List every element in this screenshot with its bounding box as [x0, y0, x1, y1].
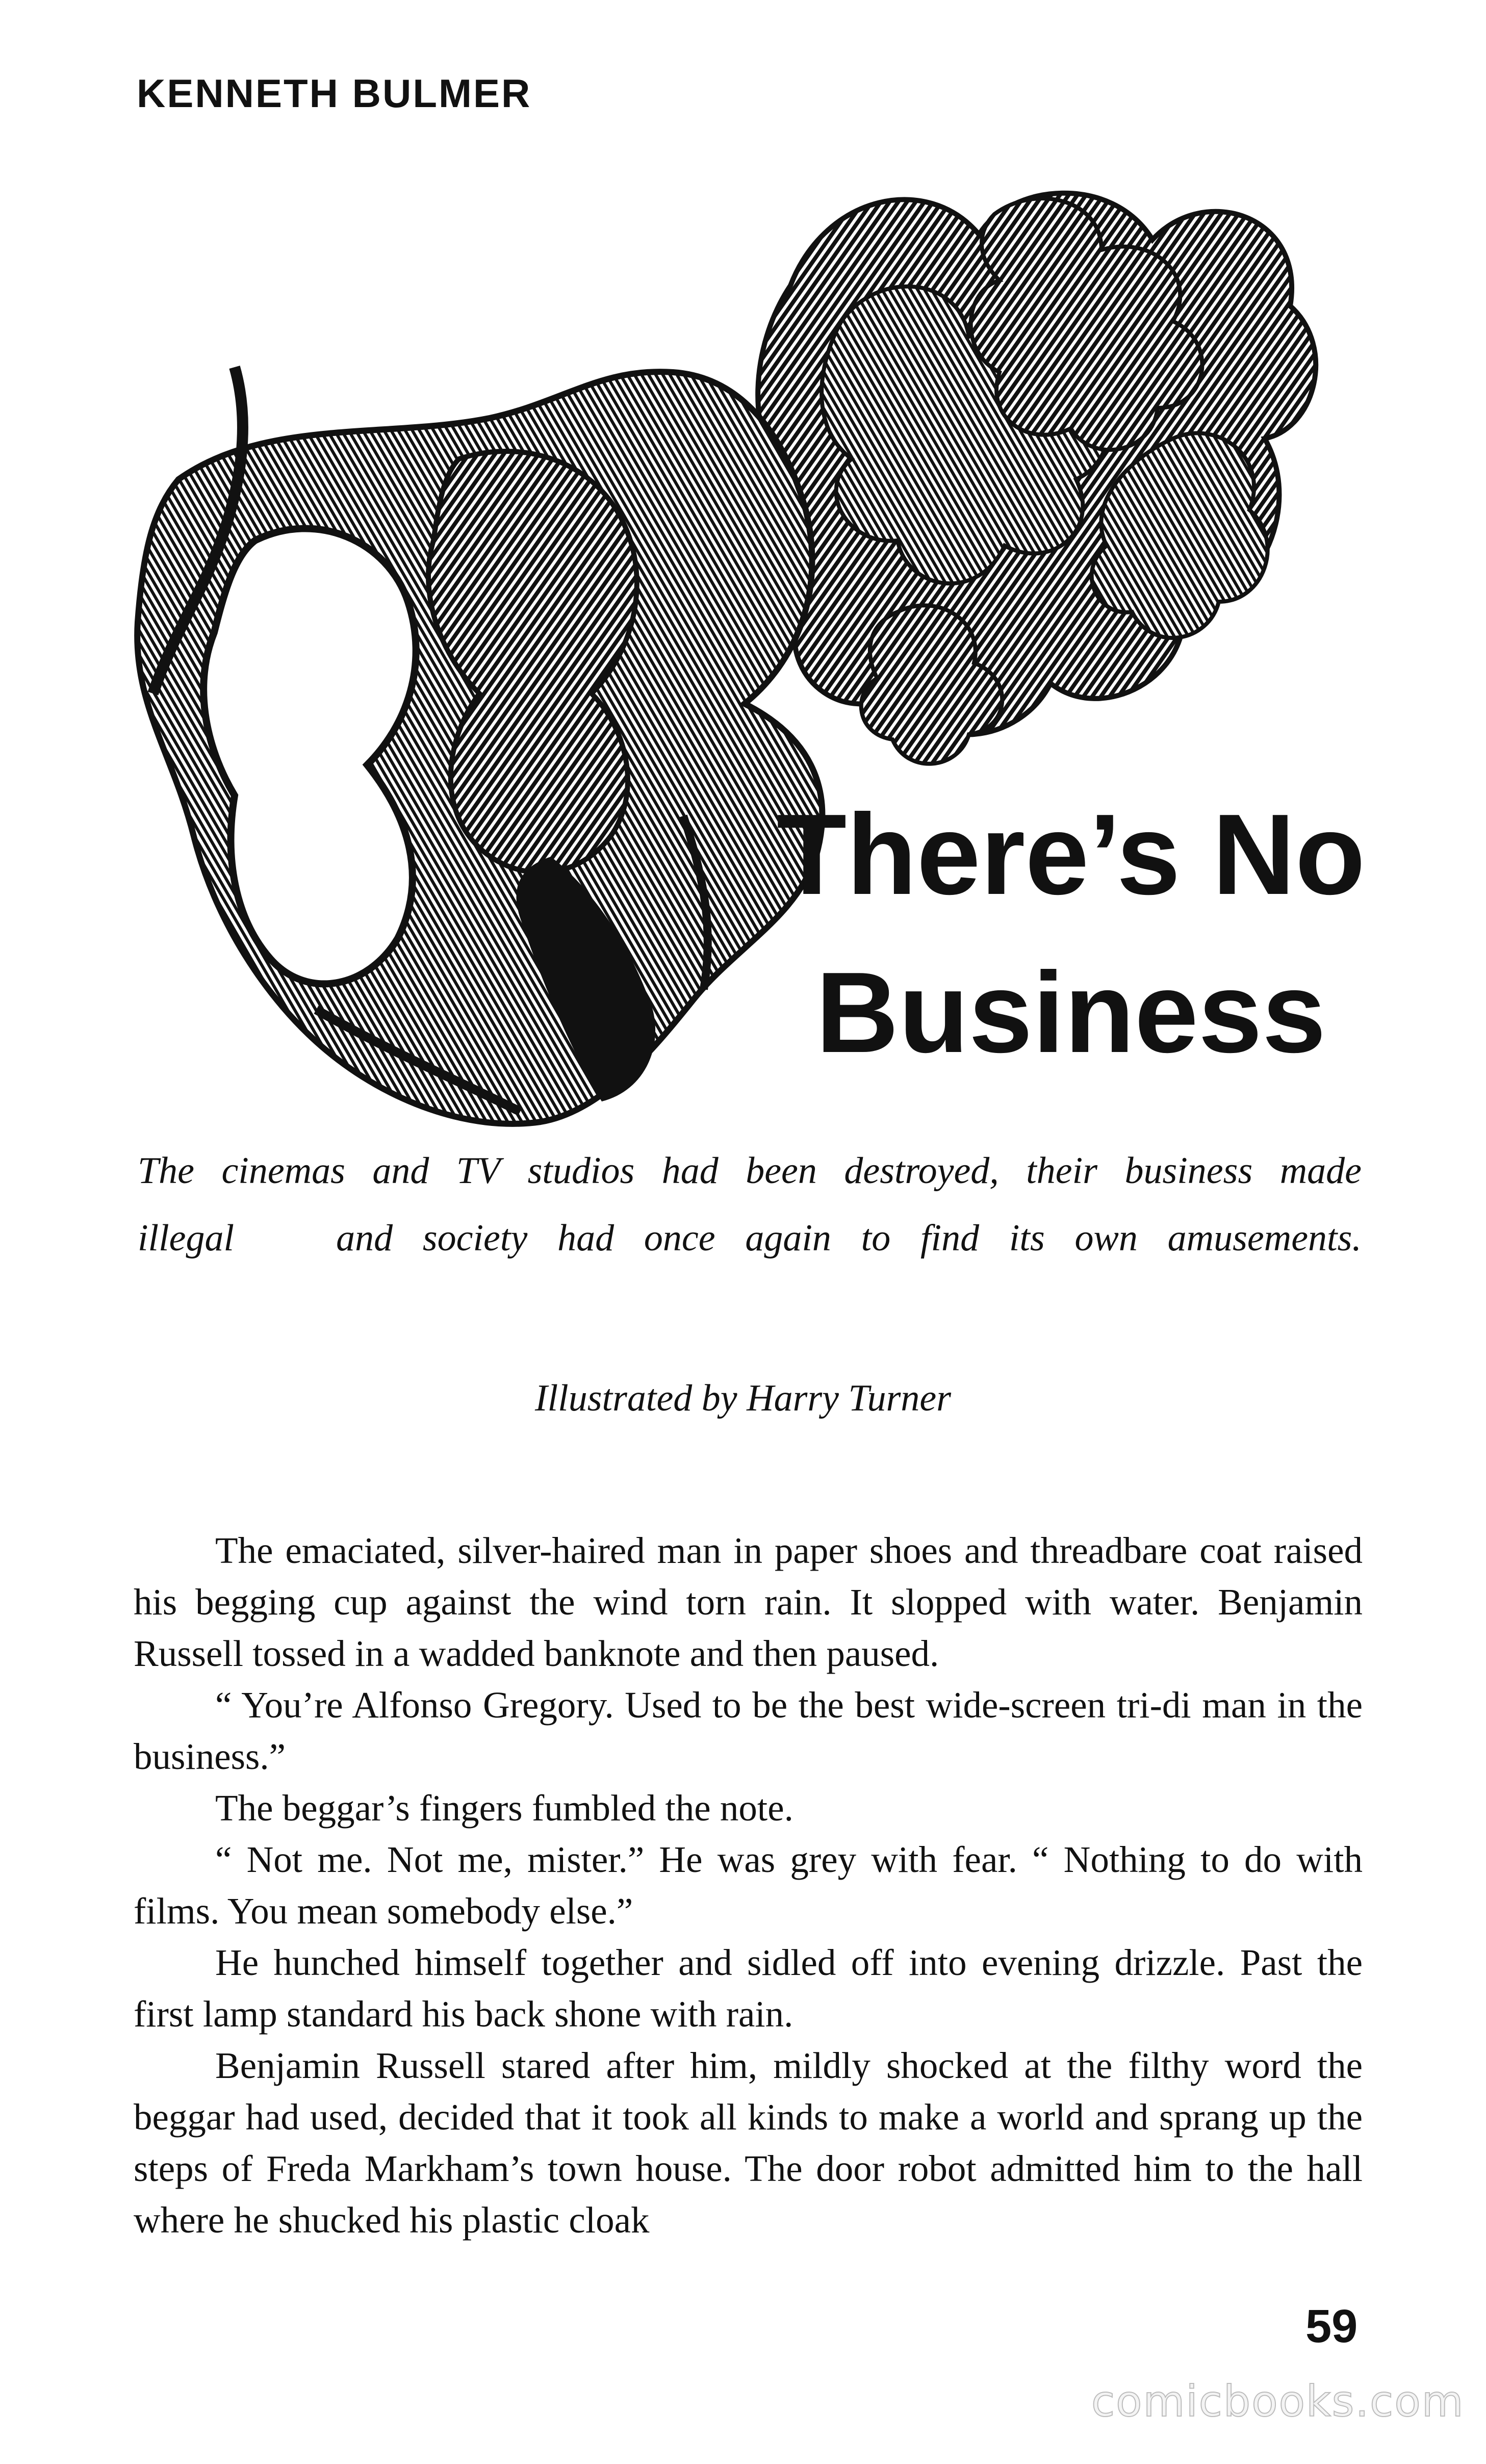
blurb-word: find	[920, 1217, 980, 1259]
story-blurb	[138, 1137, 1362, 1272]
blurb-line-2	[138, 1204, 1362, 1272]
blurb-word: studios	[527, 1150, 635, 1192]
blurb-word: had	[557, 1217, 614, 1259]
blurb-word: destroyed,	[844, 1150, 999, 1192]
blurb-word: once	[644, 1217, 715, 1259]
story-paragraph: Benjamin Russell stared after him, mildly shocked at the filthy word the beggar had used, decided that it took all kinds to make a world and sprang up the steps of Freda Markham’s town house. The door robot admitted him to the hall where he shucked his plastic cloak	[134, 2045, 1363, 2241]
story-paragraph: The beggar’s fingers fumbled the note.	[215, 1787, 793, 1829]
watermark: comicbooks.com	[1091, 2376, 1465, 2426]
blurb-line-1	[138, 1137, 1362, 1204]
blurb-word: cinemas	[221, 1150, 345, 1192]
blurb-word: own	[1074, 1217, 1138, 1259]
illustrator-credit: Illustrated by Harry Turner	[534, 1377, 952, 1419]
author-name: KENNETH BULMER	[137, 71, 532, 116]
story-paragraph: The emaciated, silver-haired man in paper shoes and threadbare coat raised his begging cup against the wind torn rain. It slopped with water. Benjamin Russell tossed in a wadded banknote and then paused.	[134, 1530, 1363, 1674]
blurb-word: had	[661, 1150, 719, 1192]
title-line-1: There’s No	[776, 790, 1366, 918]
blurb-word: amusements.	[1167, 1217, 1362, 1259]
blurb-word: been	[746, 1150, 817, 1192]
blurb-word: TV	[456, 1150, 501, 1192]
blurb-word: society	[422, 1217, 528, 1259]
blurb-word: The	[138, 1150, 194, 1192]
blurb-word: again	[745, 1217, 831, 1259]
story-paragraph: “ You’re Alfonso Gregory. Used to be the best wide-screen tri-di man in the business.”	[134, 1684, 1363, 1777]
story-body	[134, 1525, 1363, 2246]
blurb-word: and	[336, 1217, 393, 1259]
story-paragraph: “ Not me. Not me, mister.” He was grey with fear. “ Nothing to do with films. You mean somebody else.”	[134, 1839, 1363, 1932]
story-title	[765, 775, 1377, 1091]
blurb-word: their	[1026, 1150, 1097, 1192]
blurb-word: to	[861, 1217, 891, 1259]
blurb-first-word: illegal	[138, 1217, 235, 1259]
title-line-2: Business	[815, 948, 1326, 1076]
story-paragraph: He hunched himself together and sidled off into evening drizzle. Past the first lamp standard his back shone with rain.	[134, 1942, 1363, 2035]
blurb-word: its	[1009, 1217, 1045, 1259]
blurb-word: and	[372, 1150, 429, 1192]
blurb-word: business	[1124, 1150, 1253, 1192]
blurb-word: made	[1279, 1150, 1362, 1192]
page-number: 59	[1305, 2300, 1358, 2352]
